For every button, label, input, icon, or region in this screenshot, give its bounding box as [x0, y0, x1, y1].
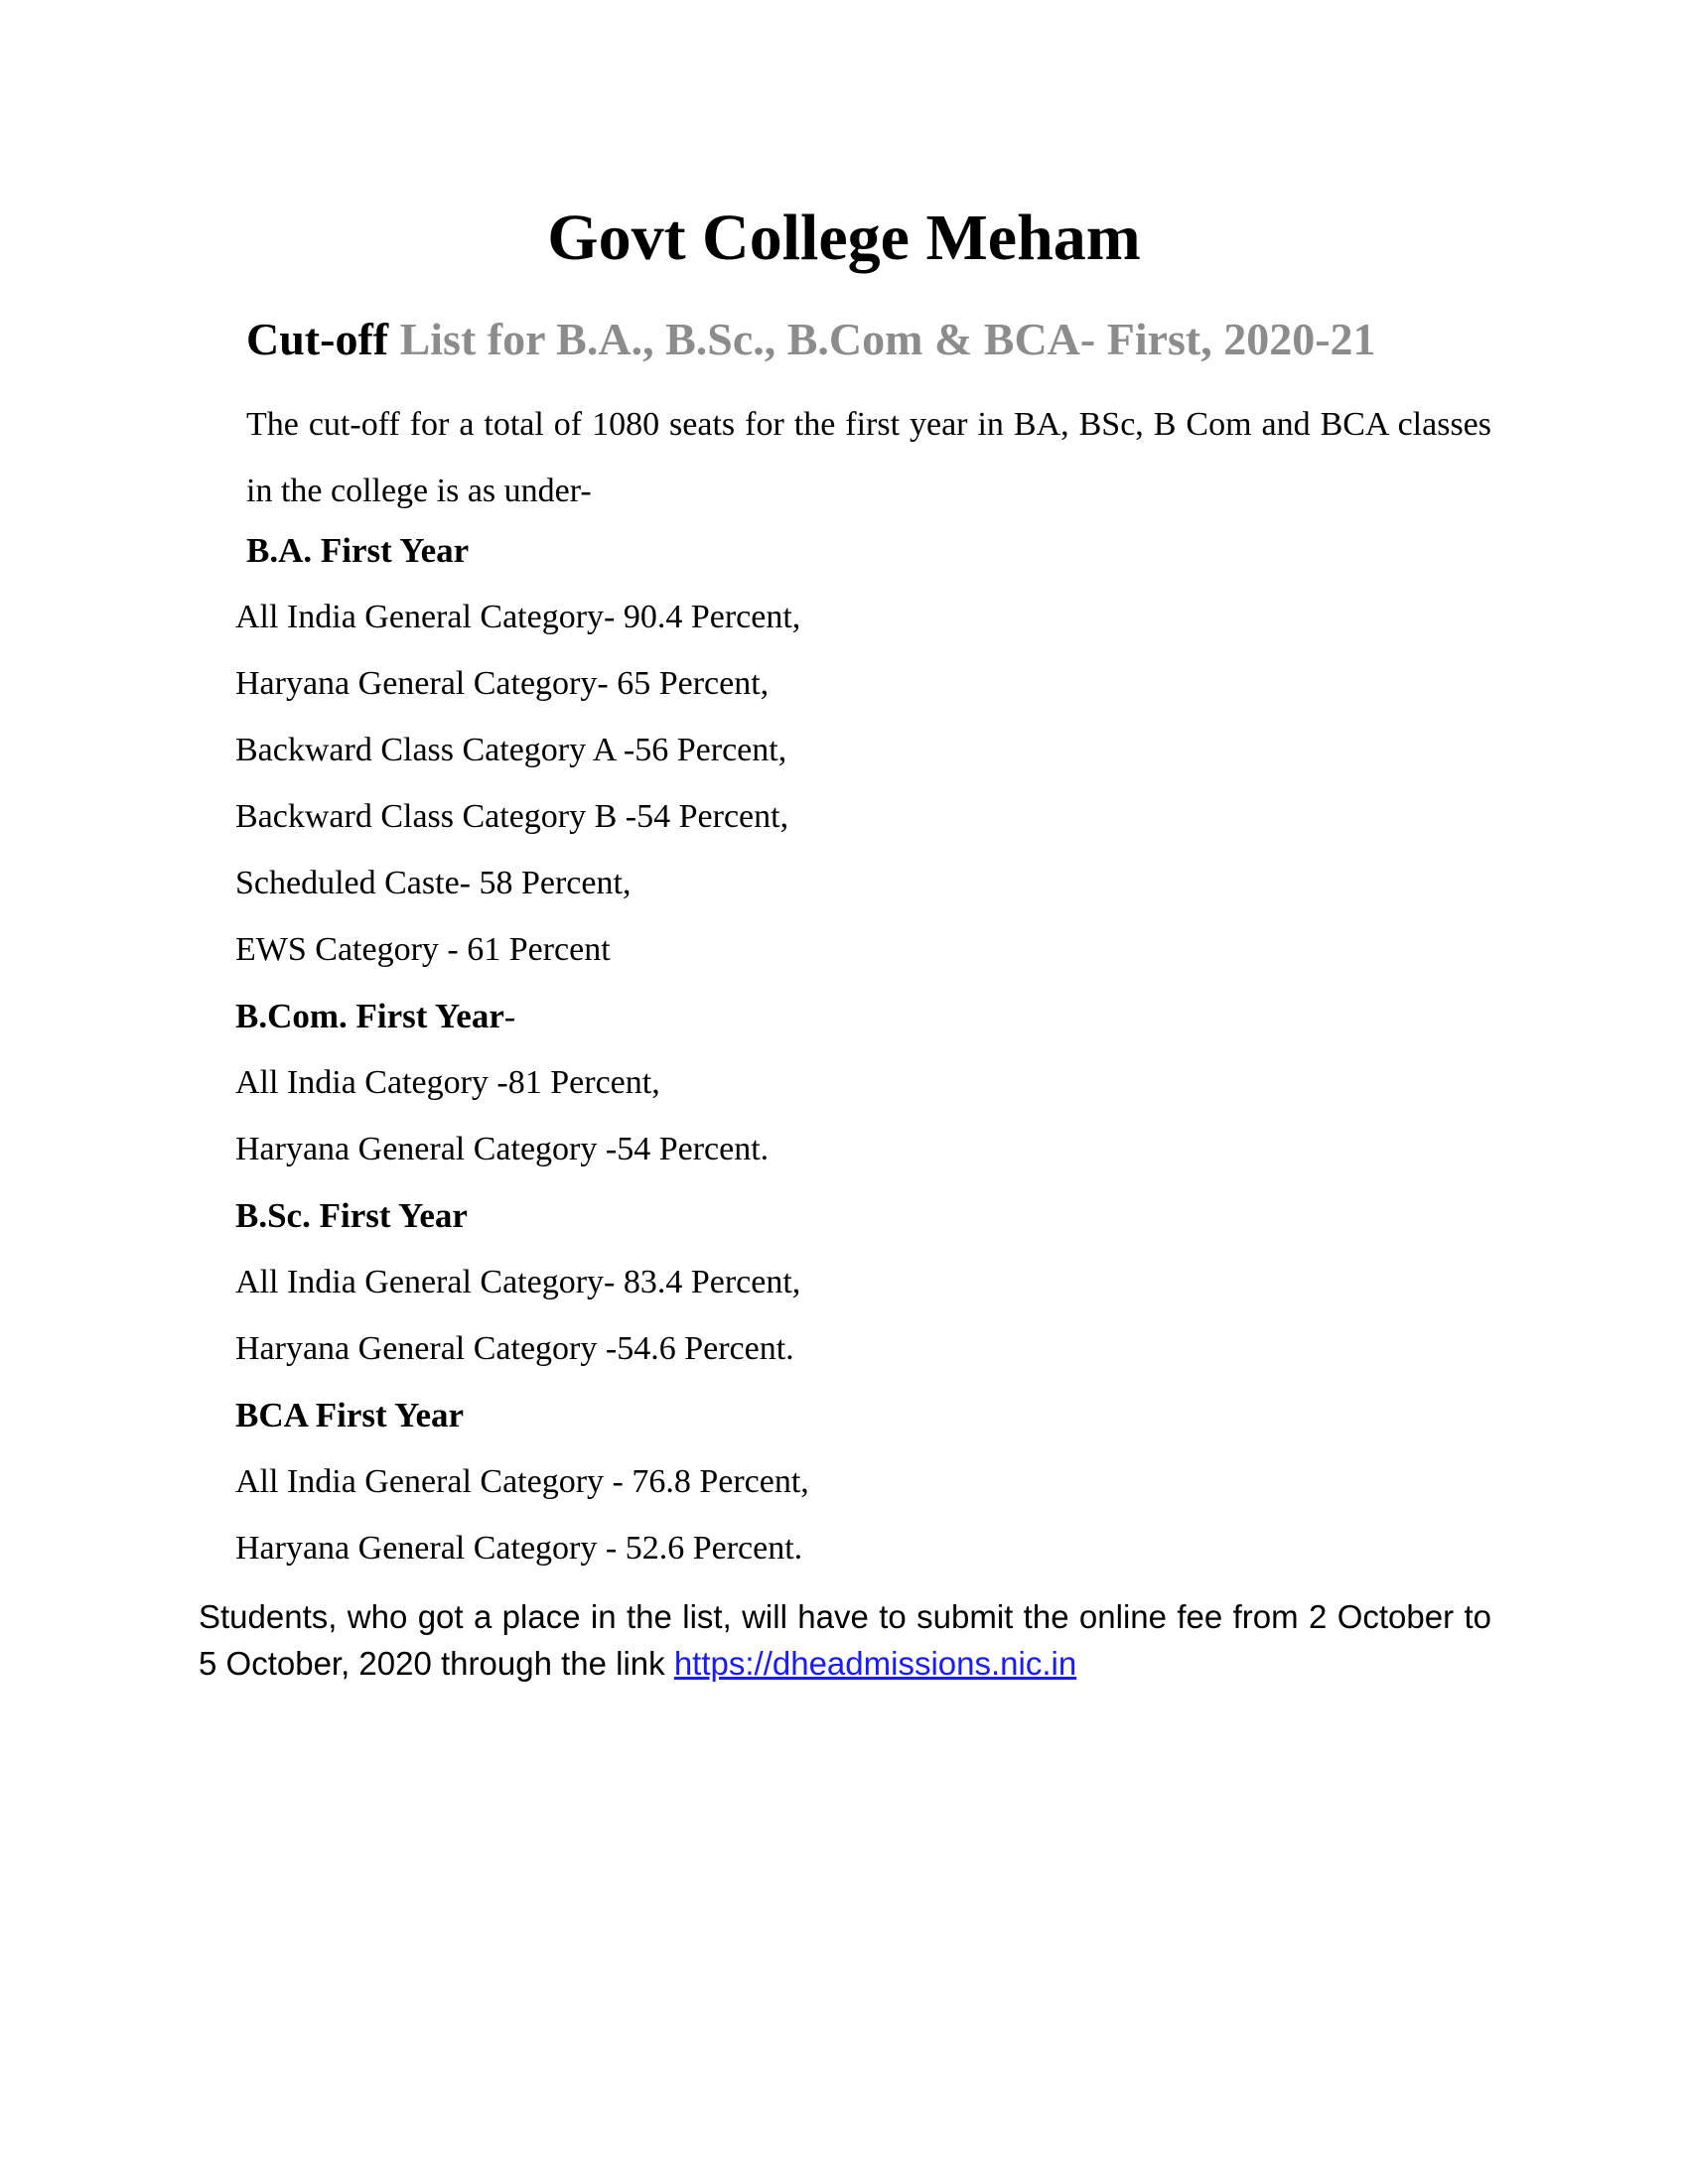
ba-heading: B.A. First Year — [246, 531, 470, 570]
fee-notice-text: Students, who got a place in the list, will have to submit the online fee from 2 October to 5 October, 2020 through the link — [199, 1598, 1491, 1682]
bcom-heading-suffix: - — [503, 999, 516, 1035]
ba-item: Backward Class Category A -56 Percent, — [235, 732, 787, 768]
subtitle-lead: Cut-off — [246, 314, 389, 364]
intro-paragraph: The cut-off for a total of 1080 seats for the first year in BA, BSc, B Com and BCA classes in the college is as under- — [246, 406, 1491, 509]
admissions-link[interactable]: https://dheadmissions.nic.in — [673, 1645, 1077, 1682]
bcom-heading: B.Com. First Year — [235, 997, 504, 1035]
bsc-heading: B.Sc. First Year — [235, 1196, 468, 1235]
ba-item: All India General Category- 90.4 Percent, — [235, 599, 801, 635]
subtitle-rest: List for B.A., B.Sc., B.Com & BCA- First, 2020-21 — [388, 314, 1376, 364]
bca-heading: BCA First Year — [235, 1396, 465, 1434]
fee-notice — [199, 1593, 1491, 1687]
page-subtitle — [246, 310, 1376, 369]
bcom-heading-line — [235, 995, 515, 1039]
ba-item: Scheduled Caste- 58 Percent, — [235, 865, 632, 901]
bca-item: Haryana General Category - 52.6 Percent. — [235, 1530, 803, 1567]
ba-item: EWS Category - 61 Percent — [235, 931, 611, 968]
bsc-item: All India General Category- 83.4 Percent, — [235, 1264, 801, 1300]
page-title: Govt College Meham — [547, 202, 1141, 274]
bsc-item: Haryana General Category -54.6 Percent. — [235, 1330, 794, 1367]
bcom-item: All India Category -81 Percent, — [235, 1064, 660, 1101]
ba-item: Backward Class Category B -54 Percent, — [235, 798, 789, 835]
bca-item: All India General Category - 76.8 Percent, — [235, 1463, 809, 1500]
ba-item: Haryana General Category- 65 Percent, — [235, 665, 770, 702]
bcom-item: Haryana General Category -54 Percent. — [235, 1131, 770, 1167]
